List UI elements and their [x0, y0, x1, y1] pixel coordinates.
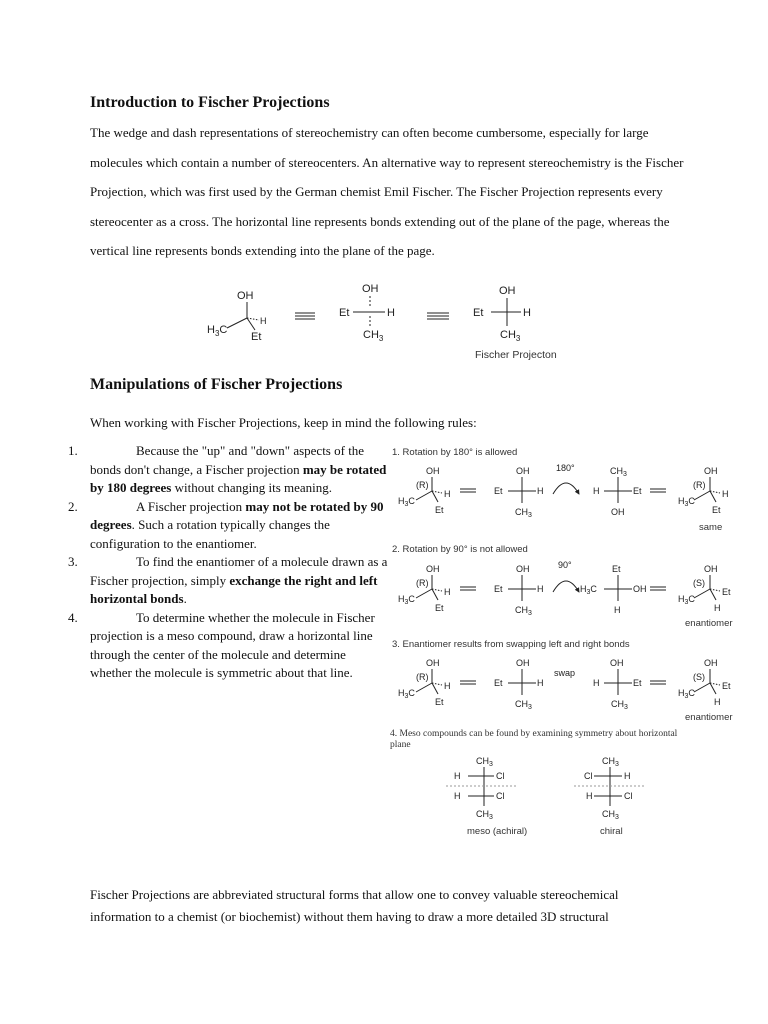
svg-text:H: H [537, 584, 544, 594]
chiral-molecule [574, 756, 646, 837]
svg-text:H: H [722, 489, 729, 499]
svg-text:OH: OH [704, 466, 718, 476]
intro-text: The wedge and dash representations of stereochemistry can often become cumbersome, especially for large molecules which contain a number of stereocenters. An alternative way to represent stereochemistry is the Fischer Projection, which was first used by the German chemist Emil Fischer. The Fischer Projection represents every stereocenter as a cross. The horizontal line represents bonds extending out of the plane of the page, whereas the vertical line represents bonds extending into the plane of the page. [90, 125, 684, 258]
rule2-caption: 2. Rotation by 90° is not allowed [392, 544, 528, 555]
svg-text:CH3: $CH_3$ [515, 507, 532, 519]
svg-text:OH: OH [426, 658, 440, 668]
rule-item: 3. To find the enantiomer of a molecule drawn as a Fischer projection, simply exchange the right and left horizontal bonds. [68, 554, 388, 606]
svg-text:(R): (R) [416, 672, 429, 682]
svg-text:H: H [537, 678, 544, 688]
svg-text:Et: Et [633, 678, 642, 688]
rule-number: 3. [68, 554, 78, 569]
rule-number: 1. [68, 443, 78, 458]
equiv-sign-1 [295, 313, 315, 319]
svg-text:(R): (R) [693, 480, 706, 490]
svg-text:H3C: $H_3C$ [398, 594, 415, 606]
svg-text:H: H [586, 791, 593, 801]
svg-text:CH3: $CH_3$ [611, 699, 628, 711]
svg-text:Cl: Cl [624, 791, 633, 801]
rule-item: 4. To determine whether the molecule in Fischer projection is a meso compound, draw a horizontal line through the center of the molecule and determine whether the molecule is symmetric about that line. [68, 609, 375, 680]
svg-text:OH: OH [516, 466, 530, 476]
svg-text:(R): (R) [416, 578, 429, 588]
fischer-intro-figure [195, 282, 575, 366]
svg-text:CH3: $CH_3$ [363, 329, 384, 343]
rule2-result: enantiomer [685, 618, 733, 629]
svg-text:Et: Et [435, 697, 444, 707]
section-title-manipulations: Manipulations of Fischer Projections [90, 376, 343, 393]
svg-text:OH: OH [611, 507, 625, 517]
rules-list [68, 442, 388, 683]
svg-text:CH3: $CH_3$ [515, 699, 532, 711]
mol3-left-label: Et [473, 307, 484, 319]
svg-text:H: H [614, 605, 621, 615]
svg-text:OH: OH [704, 564, 718, 574]
rule1-arrow-label: 180° [556, 463, 575, 473]
rule3-arrow-label: swap [554, 668, 576, 678]
dashed-cross-molecule [339, 283, 395, 343]
rule1-caption: 1. Rotation by 180° is allowed [392, 447, 518, 458]
mol1-top-label: OH [237, 290, 254, 302]
mol2-left-label: Et [339, 307, 350, 319]
chiral-label: chiral [600, 826, 623, 837]
svg-text:OH: OH [704, 658, 718, 668]
mol3-right-label: H [523, 307, 531, 319]
svg-text:H3C: $H_3C$ [207, 324, 228, 338]
svg-text:OH: OH [516, 658, 530, 668]
mol3-top-label: OH [499, 285, 516, 297]
svg-text:CH3: $CH_3$ [610, 466, 627, 478]
svg-text:OH: OH [426, 564, 440, 574]
mol1-bottom-label: Et [251, 331, 262, 343]
rules-intro-text: When working with Fischer Projections, keep in mind the following rules: [90, 415, 477, 430]
svg-text:H: H [454, 791, 461, 801]
rule4-caption: 4. Meso compounds can be found by examining symmetry about horizontal plane [390, 729, 678, 750]
svg-text:OH: OH [633, 584, 647, 594]
svg-text:H3C: $H_3C$ [678, 594, 695, 606]
svg-text:Et: Et [494, 584, 503, 594]
svg-text:Et: Et [612, 564, 621, 574]
mol1-right-label: H [260, 316, 267, 326]
svg-text:H: H [444, 681, 451, 691]
svg-text:CH3: $CH_3$ [515, 605, 532, 617]
svg-text:OH: OH [516, 564, 530, 574]
svg-text:Et: Et [722, 587, 731, 597]
svg-text:H: H [593, 678, 600, 688]
svg-text:H3C: $H_3C$ [678, 688, 695, 700]
fischer-projection-caption: Fischer Projecton [475, 349, 557, 361]
rule3-caption: 3. Enantiomer results from swapping left and right bonds [392, 639, 630, 650]
svg-text:H3C: $H_3C$ [398, 688, 415, 700]
svg-text:H: H [444, 489, 451, 499]
svg-text:Et: Et [494, 486, 503, 496]
rule-number: 4. [68, 609, 78, 625]
svg-text:CH3: $CH_3$ [500, 329, 521, 343]
row4-molecules [446, 756, 646, 837]
svg-text:Cl: Cl [496, 791, 505, 801]
svg-text:Et: Et [712, 505, 721, 515]
svg-text:Et: Et [633, 486, 642, 496]
intro-paragraph [90, 118, 684, 266]
rule2-arrow-label: 90° [558, 560, 572, 570]
rule-number: 2. [68, 498, 78, 514]
fischer-rules-figure [388, 442, 734, 842]
svg-text:H3C: $H_3C$ [678, 496, 695, 508]
section-title-intro: Introduction to Fischer Projections [90, 94, 330, 111]
rule-item: 1. Because the "up" and "down" aspects of the bonds don't change, a Fischer projection may be rotated by 180 degrees without changing its meaning. [68, 443, 387, 495]
footer-paragraph: Fischer Projections are abbreviated structural forms that allow one to convey valuable stereochemical information to a chemist (or biochemist) without them having to draw a more detailed 3D structural [90, 887, 619, 924]
svg-text:Et: Et [435, 505, 444, 515]
rule1-result: same [699, 522, 723, 533]
svg-text:H: H [444, 587, 451, 597]
equiv-sign-2 [427, 313, 449, 319]
svg-text:(R): (R) [416, 480, 429, 490]
rule3-result: enantiomer [685, 712, 733, 723]
svg-text:OH: OH [610, 658, 624, 668]
svg-text:(S): (S) [693, 672, 705, 682]
row1-molecules [398, 463, 729, 533]
svg-text:H: H [714, 697, 721, 707]
svg-text:H: H [624, 771, 631, 781]
mol2-top-label: OH [362, 283, 379, 295]
svg-text:H: H [454, 771, 461, 781]
svg-text:Et: Et [494, 678, 503, 688]
svg-text:Cl: Cl [584, 771, 593, 781]
row2-molecules [398, 560, 733, 629]
svg-text:OH: OH [426, 466, 440, 476]
svg-text:H: H [537, 486, 544, 496]
meso-molecule [446, 756, 527, 837]
svg-text:(S): (S) [693, 578, 705, 588]
svg-text:Et: Et [722, 681, 731, 691]
fischer-projection-molecule [473, 285, 531, 343]
svg-text:CH3: $CH_3$ [476, 809, 493, 821]
svg-text:CH3: $CH_3$ [602, 809, 619, 821]
svg-text:H3C: $H_3C$ [580, 584, 597, 596]
svg-text:Cl: Cl [496, 771, 505, 781]
rule-item: 2. A Fischer projection may not be rotated by 90 degrees. Such a rotation typically changes the configuration to the enantiomer. [68, 498, 384, 551]
svg-text:H3C: $H_3C$ [398, 496, 415, 508]
svg-text:H: H [714, 603, 721, 613]
mol2-right-label: H [387, 307, 395, 319]
row3-molecules [398, 658, 733, 723]
svg-text:CH3: $CH_3$ [476, 756, 493, 768]
svg-text:H: H [593, 486, 600, 496]
svg-text:Et: Et [435, 603, 444, 613]
meso-label: meso (achiral) [467, 826, 528, 837]
svg-text:CH3: $CH_3$ [602, 756, 619, 768]
wedge-dash-molecule [207, 290, 267, 343]
